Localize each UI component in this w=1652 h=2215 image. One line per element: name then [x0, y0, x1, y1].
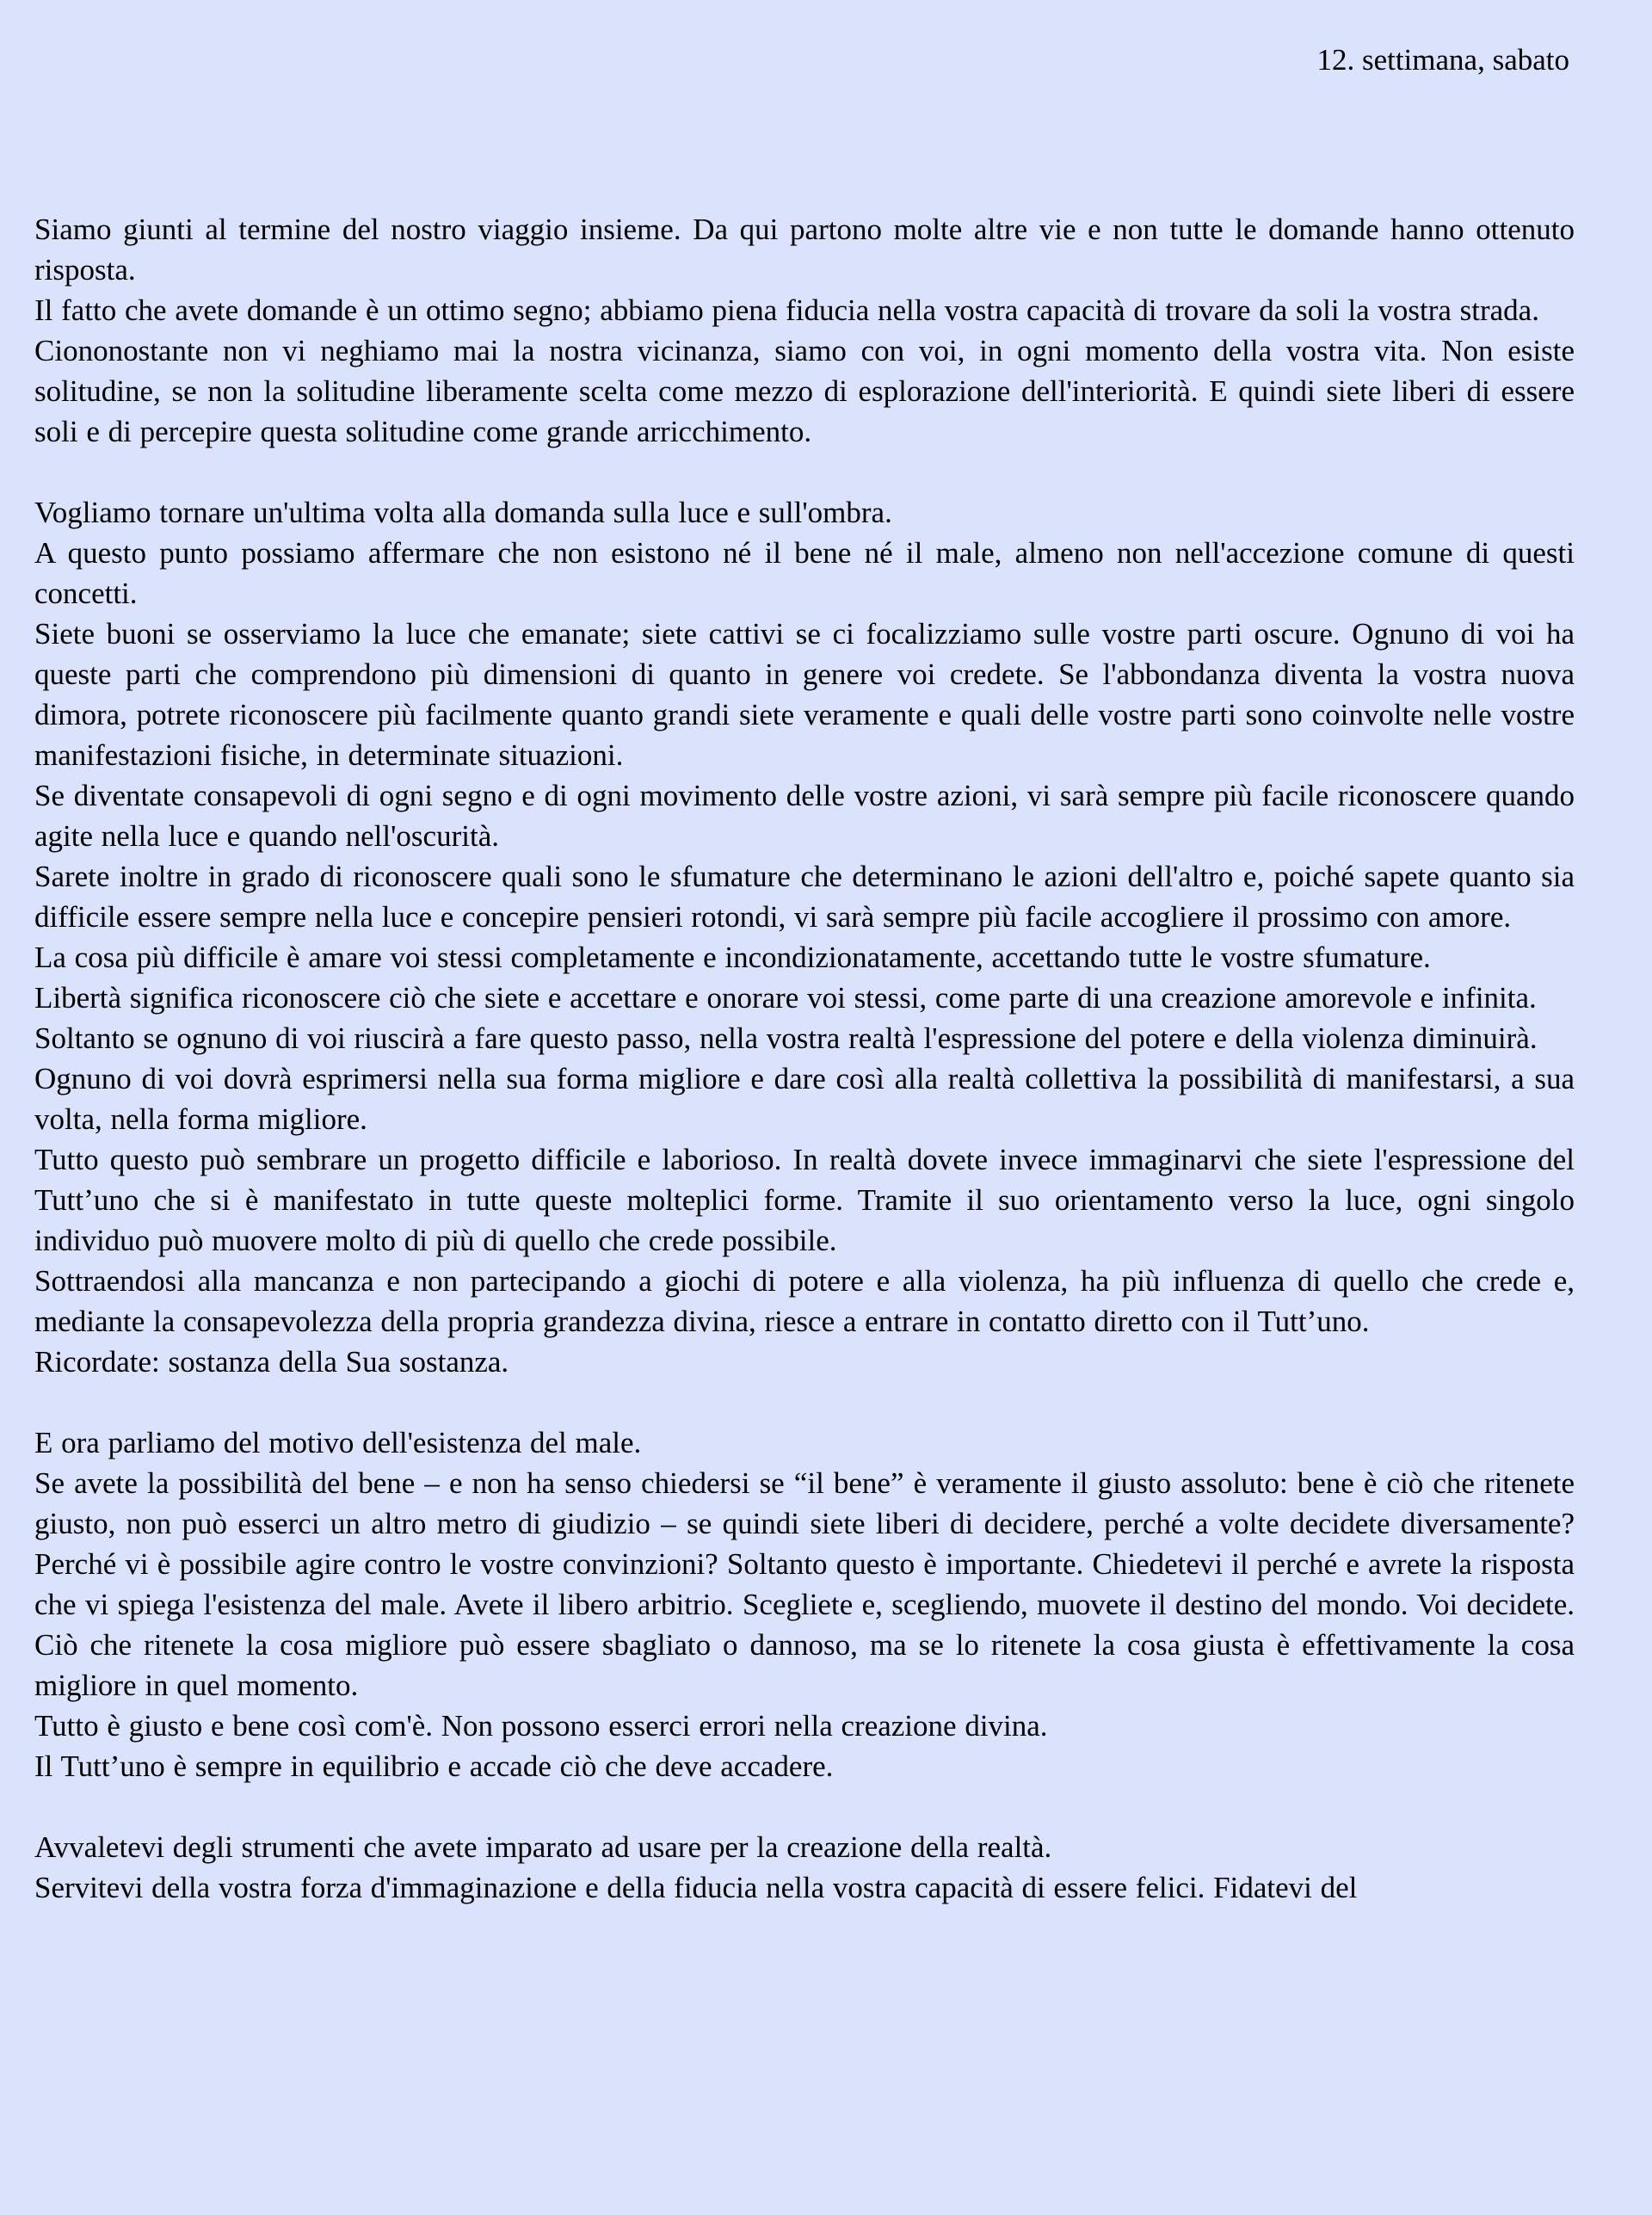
paragraph: Siamo giunti al termine del nostro viaggio insieme. Da qui partono molte altre vie e non tutte le domande hanno ottenuto risposta. — [34, 213, 1575, 287]
paragraph: Libertà significa riconoscere ciò che siete e accettare e onorare voi stessi, come parte di una creazione amorevole e infinita. — [34, 981, 1537, 1015]
paragraph: Sarete inoltre in grado di riconoscere quali sono le sfumature che determinano le azioni dell'altro e, poiché sapete quanto sia difficile essere sempre nella luce e concepire pensieri rotondi, vi sarà sempre più facile accogliere il prossimo con amore. — [34, 860, 1575, 934]
paragraph: Ognuno di voi dovrà esprimersi nella sua forma migliore e dare così alla realtà collettiva la possibilità di manifestarsi, a sua volta, nella forma migliore. — [34, 1062, 1575, 1136]
document-body — [34, 209, 1575, 1908]
paragraph: Ciononostante non vi neghiamo mai la nostra vicinanza, siamo con voi, in ogni momento della vostra vita. Non esiste solitudine, se non la solitudine liberamente scelta come mezzo di esplorazione dell'interiorità. E quindi siete liberi di essere soli e di percepire questa solitudine come grande arricchimento. — [34, 334, 1575, 448]
text-section — [34, 209, 1575, 452]
paragraph: Il Tutt’uno è sempre in equilibrio e accade ciò che deve accadere. — [34, 1749, 834, 1783]
paragraph: Siete buoni se osserviamo la luce che emanate; siete cattivi se ci focalizziamo sulle vostre parti oscure. Ognuno di voi ha queste parti che comprendono più dimensioni di quanto in genere voi credete. Se l'abbondanza diventa la vostra nuova dimora, potrete riconoscere più facilmente quanto grandi siete veramente e quali delle vostre parti sono coinvolte nelle vostre manifestazioni fisiche, in determinate situazioni. — [34, 617, 1575, 772]
text-section — [34, 1422, 1575, 1786]
paragraph: Soltanto se ognuno di voi riuscirà a fare questo passo, nella vostra realtà l'espressione del potere e della violenza diminuirà. — [34, 1021, 1538, 1055]
paragraph: La cosa più difficile è amare voi stessi completamente e incondizionatamente, accettando tutte le vostre sfumature. — [34, 941, 1431, 974]
paragraph: Ricordate: sostanza della Sua sostanza. — [34, 1345, 509, 1379]
paragraph: Vogliamo tornare un'ultima volta alla domanda sulla luce e sull'ombra. — [34, 496, 892, 529]
page-header: 12. settimana, sabato — [1316, 43, 1569, 77]
paragraph: Avvaletevi degli strumenti che avete imparato ad usare per la creazione della realtà. — [34, 1830, 1052, 1864]
paragraph: Il fatto che avete domande è un ottimo segno; abbiamo piena fiducia nella vostra capacità di trovare da soli la vostra strada. — [34, 293, 1539, 327]
paragraph: Se avete la possibilità del bene – e non ha senso chiedersi se “il bene” è veramente il giusto assoluto: bene è ciò che ritenete giusto, non può esserci un altro metro di giudizio – se quindi siete liberi di decidere, perché a volte decidete diversamente? Perché vi è possibile agire contro le vostre convinzioni? Soltanto questo è importante. Chiedetevi il perché e avrete la risposta che vi spiega l'esistenza del male. Avete il libero arbitrio. Scegliete e, scegliendo, muovete il destino del mondo. Voi decidete. Ciò che ritenete la cosa migliore può essere sbagliato o dannoso, ma se lo ritenete la cosa giusta è effettivamente la cosa migliore in quel momento. — [34, 1466, 1575, 1702]
paragraph: Sottraendosi alla mancanza e non partecipando a giochi di potere e alla violenza, ha più influenza di quello che crede e, mediante la consapevolezza della propria grandezza divina, riesce a entrare in contatto diretto con il Tutt’uno. — [34, 1264, 1575, 1338]
paragraph: Servitevi della vostra forza d'immaginazione e della fiducia nella vostra capacità di essere felici. Fidatevi del — [34, 1871, 1358, 1904]
paragraph: Tutto questo può sembrare un progetto difficile e laborioso. In realtà dovete invece immaginarvi che siete l'espressione del Tutt’uno che si è manifestato in tutte queste molteplici forme. Tramite il suo orientamento verso la luce, ogni singolo individuo può muovere molto di più di quello che crede possibile. — [34, 1143, 1575, 1257]
paragraph: A questo punto possiamo affermare che non esistono né il bene né il male, almeno non nell'accezione comune di questi concetti. — [34, 536, 1575, 610]
text-section — [34, 1827, 1575, 1908]
paragraph: Se diventate consapevoli di ogni segno e di ogni movimento delle vostre azioni, vi sarà sempre più facile riconoscere quando agite nella luce e quando nell'oscurità. — [34, 779, 1575, 853]
paragraph: E ora parliamo del motivo dell'esistenza del male. — [34, 1426, 642, 1459]
text-section — [34, 492, 1575, 1382]
paragraph: Tutto è giusto e bene così com'è. Non possono esserci errori nella creazione divina. — [34, 1709, 1048, 1743]
